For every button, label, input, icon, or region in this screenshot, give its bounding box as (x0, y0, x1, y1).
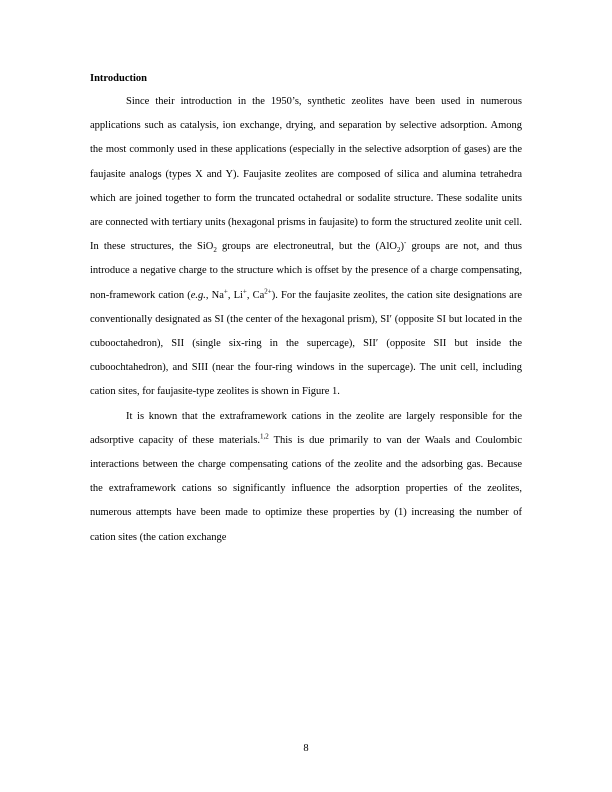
page-number: 8 (303, 743, 309, 754)
paragraph-1-text-7: , Ca (246, 289, 265, 301)
paragraph-2 (90, 405, 522, 550)
page-body (90, 68, 522, 550)
paragraph-1-superscript-2: + (223, 287, 228, 296)
paragraph-1-superscript-1: - (404, 238, 407, 247)
paragraph-2-citation: 1,2 (260, 432, 269, 441)
paragraph-1-subscript-1: 2 (213, 246, 217, 255)
paragraph-1-subscript-2: 2 (397, 246, 401, 255)
paragraph-1-text-3: ) (400, 241, 405, 253)
paragraph-1-text-5: , Na (205, 289, 224, 301)
paragraph-1-text-2: groups are electroneutral, but the (AlO (216, 241, 398, 253)
paragraph-1-superscript-3: + (242, 287, 247, 296)
paragraph-2-text-2: This is due primarily to van der Waals and Coulombic interactions between the charge compensating cations of the zeolite and the adsorbing gas. Because the extraframework cations so significantly influence the adsorption properties of the zeolites, numerous attempts have been made to optimize these properties by (1) increasing the number of cation sites (the cation exchange (90, 434, 522, 543)
section-heading: Introduction (90, 73, 147, 84)
paragraph-1-italic-eg: e.g. (190, 289, 206, 301)
paragraph-1-text-4: groups are not, and thus introduce a negative charge to the structure which is offset by the presence of a charge compensating, non-framework cation ( (90, 241, 522, 301)
paragraph-1 (90, 90, 522, 405)
paragraph-2-text-1: It is known that the extraframework cations in the zeolite are largely responsible for the adsorptive capacity of these materials. (90, 410, 522, 446)
paragraph-1-text-6: , Li (227, 289, 243, 301)
paragraph-1-superscript-4: 2+ (264, 287, 272, 296)
paragraph-1-text-1: Since their introduction in the 1950’s, synthetic zeolites have been used in numerous applications such as catalysis, ion exchange, drying, and separation by selective adsorption. Among the most commonly used in these applications (especially in the selective adsorption of gases) are the faujasite analogs (types X and Y). Faujasite zeolites are composed of silica and alumina tetrahedra which are joined together to form the truncated octahedral or sodalite structure. These sodalite units are connected with tertiary units (hexagonal prisms in faujasite) to form the structured zeolite unit cell. In these structures, the SiO (90, 96, 522, 253)
paragraph-1-text-8: ). For the faujasite zeolites, the cation site designations are conventionally designated as SI (the center of the hexagonal prism), SI′ (opposite SI but located in the cubooctahedron), SII (single six-ring in the supercage), SII′ (opposite SII but inside the cuboochtahedron), and SIII (near the four-ring windows in the supercage). The unit cell, including cation sites, for faujasite-type zeolites is shown in Figure 1. (90, 289, 522, 398)
